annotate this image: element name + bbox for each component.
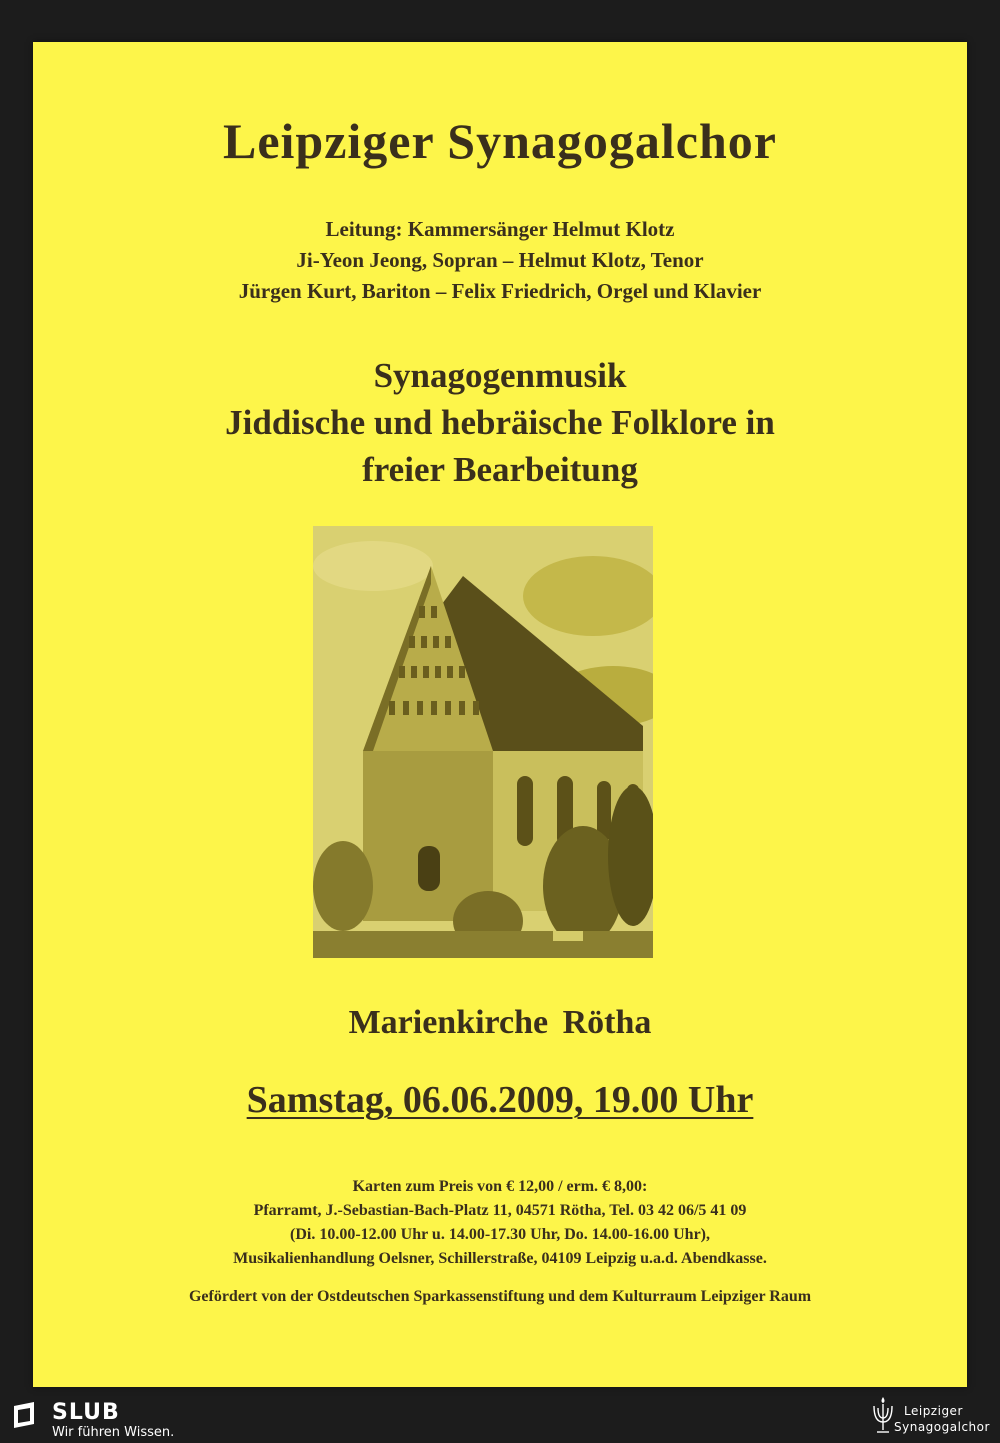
event-date [33, 1078, 967, 1122]
event-date-text: Samstag, 06.06.2009, 19.00 Uhr [246, 1079, 754, 1121]
choir-brand[interactable] [870, 1396, 990, 1440]
credit-line: Ji-Yeon Jeong, Sopran – Helmut Klotz, Tenor [296, 248, 704, 272]
choir-name-line1: Leipziger [904, 1404, 963, 1418]
ticket-line: (Di. 10.00-12.00 Uhr u. 14.00-17.30 Uhr, Do. 14.00-16.00 Uhr), [290, 1226, 710, 1243]
ticket-line: Pfarramt, J.-Sebastian-Bach-Platz 11, 04571 Rötha, Tel. 03 42 06/5 41 09 [253, 1202, 747, 1219]
poster-title: Leipziger Synagogalchor [222, 113, 777, 169]
venue: Marienkirche Rötha [348, 1004, 652, 1041]
program-line: Synagogenmusik [373, 356, 627, 395]
choir-name-line2: Synagogalchor [894, 1420, 990, 1434]
ticket-line: Karten zum Preis von € 12,00 / erm. € 8,00: [352, 1178, 648, 1195]
program-title [33, 352, 967, 493]
church-photo [313, 526, 653, 958]
menorah-logo-icon [870, 1396, 896, 1436]
slub-logo-icon [14, 1402, 38, 1428]
slub-name: SLUB [52, 1400, 120, 1425]
poster [33, 42, 967, 1387]
program-line: Jiddische und hebräische Folklore in [225, 403, 775, 442]
credits [33, 214, 967, 307]
credit-line: Jürgen Kurt, Bariton – Felix Friedrich, Orgel und Klavier [238, 279, 762, 303]
ticket-info [33, 1175, 967, 1271]
sponsor-note: Gefördert von der Ostdeutschen Sparkassenstiftung und dem Kulturraum Leipziger Raum [188, 1288, 812, 1305]
ticket-line: Musikalienhandlung Oelsner, Schillerstraße, 04109 Leipzig u.a.d. Abendkasse. [233, 1250, 767, 1267]
credit-line: Leitung: Kammersänger Helmut Klotz [325, 217, 675, 241]
program-line: freier Bearbeitung [362, 450, 638, 489]
slub-tagline: Wir führen Wissen. [52, 1425, 175, 1440]
